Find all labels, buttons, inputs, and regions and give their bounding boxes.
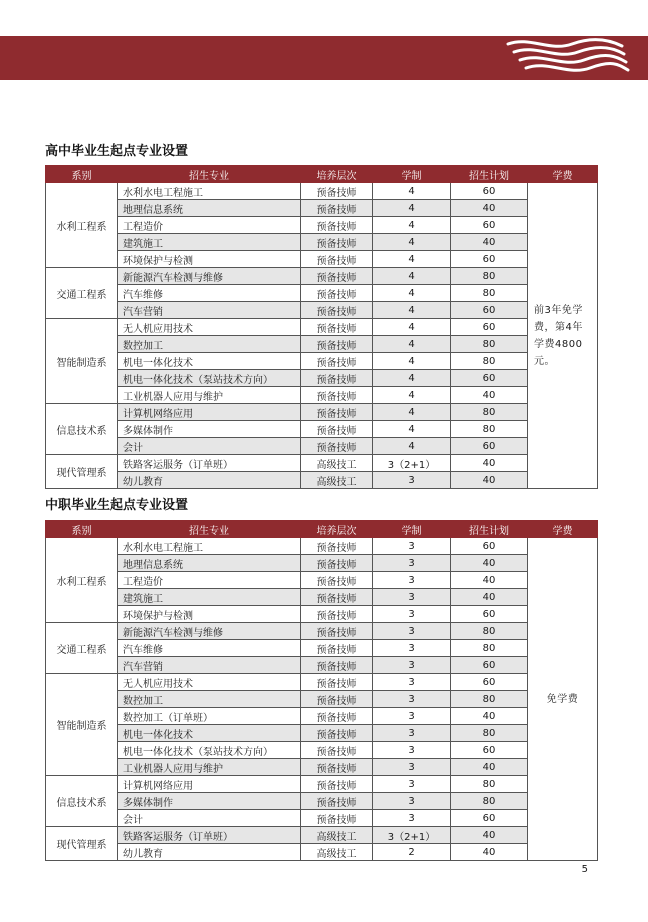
table-row xyxy=(46,472,598,489)
section2-title: 中职毕业生起点专业设置 xyxy=(45,498,189,513)
header-major: 招生专业 xyxy=(118,521,301,538)
table-row xyxy=(46,742,598,759)
level-cell: 预备技师 xyxy=(301,606,373,623)
level-cell: 预备技师 xyxy=(301,708,373,725)
header-years: 学制 xyxy=(373,521,451,538)
plan-cell: 60 xyxy=(451,657,528,674)
level-cell: 预备技师 xyxy=(301,200,373,217)
years-cell: 4 xyxy=(373,421,451,438)
years-cell: 4 xyxy=(373,438,451,455)
table-row xyxy=(46,455,598,472)
major-cell: 工程造价 xyxy=(118,217,301,234)
years-cell: 3（2+1） xyxy=(373,455,451,472)
plan-cell: 60 xyxy=(451,319,528,336)
level-cell: 预备技师 xyxy=(301,776,373,793)
plan-cell: 60 xyxy=(451,302,528,319)
plan-cell: 60 xyxy=(451,538,528,555)
level-cell: 预备技师 xyxy=(301,623,373,640)
dept-cell: 水利工程系 xyxy=(46,183,118,268)
plan-cell: 60 xyxy=(451,217,528,234)
level-cell: 预备技师 xyxy=(301,421,373,438)
table-row xyxy=(46,776,598,793)
major-cell: 机电一体化技术（泵站技术方向） xyxy=(118,742,301,759)
table-row xyxy=(46,827,598,844)
dept-cell: 现代管理系 xyxy=(46,455,118,489)
plan-cell: 40 xyxy=(451,200,528,217)
major-cell: 机电一体化技术（泵站技术方向） xyxy=(118,370,301,387)
header-major: 招生专业 xyxy=(118,166,301,183)
table-row xyxy=(46,319,598,336)
header-plan: 招生计划 xyxy=(451,166,528,183)
table-body xyxy=(46,538,598,861)
years-cell: 4 xyxy=(373,268,451,285)
years-cell: 4 xyxy=(373,217,451,234)
level-cell: 高级技工 xyxy=(301,844,373,861)
table-row xyxy=(46,421,598,438)
major-cell: 工业机器人应用与维护 xyxy=(118,759,301,776)
header-level: 培养层次 xyxy=(301,166,373,183)
years-cell: 3 xyxy=(373,810,451,827)
dept-cell: 水利工程系 xyxy=(46,538,118,623)
wave-logo-icon xyxy=(500,36,630,80)
plan-cell: 60 xyxy=(451,606,528,623)
years-cell: 4 xyxy=(373,336,451,353)
years-cell: 3 xyxy=(373,759,451,776)
major-cell: 机电一体化技术 xyxy=(118,353,301,370)
table-row xyxy=(46,555,598,572)
level-cell: 预备技师 xyxy=(301,217,373,234)
dept-cell: 智能制造系 xyxy=(46,319,118,404)
header-years: 学制 xyxy=(373,166,451,183)
level-cell: 预备技师 xyxy=(301,742,373,759)
major-cell: 新能源汽车检测与维修 xyxy=(118,623,301,640)
level-cell: 预备技师 xyxy=(301,251,373,268)
major-cell: 数控加工 xyxy=(118,336,301,353)
table-row xyxy=(46,759,598,776)
major-cell: 幼儿教育 xyxy=(118,472,301,489)
years-cell: 3 xyxy=(373,776,451,793)
table-row xyxy=(46,438,598,455)
level-cell: 预备技师 xyxy=(301,319,373,336)
level-cell: 预备技师 xyxy=(301,640,373,657)
years-cell: 3 xyxy=(373,691,451,708)
major-cell: 汽车维修 xyxy=(118,640,301,657)
years-cell: 3 xyxy=(373,623,451,640)
major-cell: 数控加工 xyxy=(118,691,301,708)
major-cell: 工业机器人应用与维护 xyxy=(118,387,301,404)
years-cell: 3 xyxy=(373,606,451,623)
major-cell: 机电一体化技术 xyxy=(118,725,301,742)
plan-cell: 60 xyxy=(451,438,528,455)
major-cell: 水利水电工程施工 xyxy=(118,538,301,555)
header-row xyxy=(46,166,598,183)
level-cell: 预备技师 xyxy=(301,538,373,555)
plan-cell: 40 xyxy=(451,827,528,844)
major-cell: 汽车营销 xyxy=(118,657,301,674)
years-cell: 4 xyxy=(373,404,451,421)
major-cell: 汽车维修 xyxy=(118,285,301,302)
level-cell: 预备技师 xyxy=(301,285,373,302)
table-row xyxy=(46,725,598,742)
table-body xyxy=(46,183,598,489)
table-row xyxy=(46,336,598,353)
level-cell: 预备技师 xyxy=(301,657,373,674)
header-fee: 学费 xyxy=(528,166,598,183)
table-header xyxy=(46,166,598,183)
major-cell: 新能源汽车检测与维修 xyxy=(118,268,301,285)
major-cell: 会计 xyxy=(118,438,301,455)
plan-cell: 80 xyxy=(451,725,528,742)
plan-cell: 40 xyxy=(451,387,528,404)
years-cell: 3 xyxy=(373,555,451,572)
dept-cell: 智能制造系 xyxy=(46,674,118,776)
plan-cell: 80 xyxy=(451,353,528,370)
section1-title: 高中毕业生起点专业设置 xyxy=(45,144,189,159)
major-cell: 数控加工（订单班） xyxy=(118,708,301,725)
major-cell: 计算机网络应用 xyxy=(118,776,301,793)
dept-cell: 交通工程系 xyxy=(46,623,118,674)
table-row xyxy=(46,589,598,606)
years-cell: 4 xyxy=(373,251,451,268)
table-row xyxy=(46,810,598,827)
plan-cell: 80 xyxy=(451,776,528,793)
table-row xyxy=(46,623,598,640)
table-row xyxy=(46,538,598,555)
plan-cell: 80 xyxy=(451,793,528,810)
major-cell: 建筑施工 xyxy=(118,589,301,606)
level-cell: 预备技师 xyxy=(301,353,373,370)
table-high-school xyxy=(45,165,598,489)
years-cell: 3 xyxy=(373,725,451,742)
level-cell: 预备技师 xyxy=(301,691,373,708)
header-plan: 招生计划 xyxy=(451,521,528,538)
plan-cell: 80 xyxy=(451,336,528,353)
table-row xyxy=(46,353,598,370)
level-cell: 预备技师 xyxy=(301,387,373,404)
plan-cell: 40 xyxy=(451,472,528,489)
table-row xyxy=(46,640,598,657)
level-cell: 高级技工 xyxy=(301,472,373,489)
dept-cell: 信息技术系 xyxy=(46,776,118,827)
table-row xyxy=(46,251,598,268)
plan-cell: 60 xyxy=(451,674,528,691)
plan-cell: 40 xyxy=(451,555,528,572)
table-row xyxy=(46,657,598,674)
table-row xyxy=(46,268,598,285)
table-row xyxy=(46,793,598,810)
fee-note: 免学费 xyxy=(528,538,598,861)
years-cell: 4 xyxy=(373,319,451,336)
major-cell: 地理信息系统 xyxy=(118,555,301,572)
level-cell: 预备技师 xyxy=(301,183,373,200)
plan-cell: 60 xyxy=(451,183,528,200)
years-cell: 3 xyxy=(373,708,451,725)
plan-cell: 80 xyxy=(451,268,528,285)
plan-cell: 80 xyxy=(451,421,528,438)
level-cell: 预备技师 xyxy=(301,810,373,827)
major-cell: 汽车营销 xyxy=(118,302,301,319)
level-cell: 预备技师 xyxy=(301,793,373,810)
level-cell: 预备技师 xyxy=(301,589,373,606)
years-cell: 2 xyxy=(373,844,451,861)
dept-cell: 交通工程系 xyxy=(46,268,118,319)
plan-cell: 60 xyxy=(451,742,528,759)
major-cell: 铁路客运服务（订单班） xyxy=(118,455,301,472)
plan-cell: 60 xyxy=(451,810,528,827)
level-cell: 预备技师 xyxy=(301,302,373,319)
table-row xyxy=(46,844,598,861)
years-cell: 3 xyxy=(373,640,451,657)
header-row xyxy=(46,521,598,538)
level-cell: 预备技师 xyxy=(301,572,373,589)
fee-note: 前3年免学费，第4年学费4800元。 xyxy=(528,183,598,489)
major-cell: 铁路客运服务（订单班） xyxy=(118,827,301,844)
major-cell: 会计 xyxy=(118,810,301,827)
table-row xyxy=(46,606,598,623)
header-banner xyxy=(0,36,648,80)
years-cell: 4 xyxy=(373,370,451,387)
table-row xyxy=(46,674,598,691)
major-cell: 建筑施工 xyxy=(118,234,301,251)
plan-cell: 80 xyxy=(451,285,528,302)
plan-cell: 60 xyxy=(451,370,528,387)
major-cell: 无人机应用技术 xyxy=(118,319,301,336)
header-level: 培养层次 xyxy=(301,521,373,538)
plan-cell: 40 xyxy=(451,844,528,861)
years-cell: 3 xyxy=(373,572,451,589)
major-cell: 水利水电工程施工 xyxy=(118,183,301,200)
plan-cell: 80 xyxy=(451,404,528,421)
table-row xyxy=(46,200,598,217)
years-cell: 3 xyxy=(373,742,451,759)
years-cell: 4 xyxy=(373,285,451,302)
level-cell: 预备技师 xyxy=(301,759,373,776)
table-row xyxy=(46,370,598,387)
table-row xyxy=(46,302,598,319)
years-cell: 3 xyxy=(373,538,451,555)
years-cell: 3（2+1） xyxy=(373,827,451,844)
major-cell: 多媒体制作 xyxy=(118,421,301,438)
years-cell: 3 xyxy=(373,793,451,810)
level-cell: 高级技工 xyxy=(301,827,373,844)
table-row xyxy=(46,691,598,708)
years-cell: 4 xyxy=(373,234,451,251)
dept-cell: 信息技术系 xyxy=(46,404,118,455)
table-row xyxy=(46,404,598,421)
header-dept: 系别 xyxy=(46,521,118,538)
major-cell: 无人机应用技术 xyxy=(118,674,301,691)
plan-cell: 80 xyxy=(451,623,528,640)
years-cell: 4 xyxy=(373,353,451,370)
major-cell: 计算机网络应用 xyxy=(118,404,301,421)
plan-cell: 40 xyxy=(451,589,528,606)
level-cell: 高级技工 xyxy=(301,455,373,472)
major-cell: 工程造价 xyxy=(118,572,301,589)
dept-cell: 现代管理系 xyxy=(46,827,118,861)
header-fee: 学费 xyxy=(528,521,598,538)
page-number: 5 xyxy=(581,864,588,875)
plan-cell: 40 xyxy=(451,572,528,589)
table-row xyxy=(46,572,598,589)
level-cell: 预备技师 xyxy=(301,336,373,353)
plan-cell: 40 xyxy=(451,708,528,725)
years-cell: 4 xyxy=(373,183,451,200)
level-cell: 预备技师 xyxy=(301,674,373,691)
years-cell: 3 xyxy=(373,472,451,489)
major-cell: 环境保护与检测 xyxy=(118,251,301,268)
table-row xyxy=(46,183,598,200)
years-cell: 3 xyxy=(373,674,451,691)
level-cell: 预备技师 xyxy=(301,438,373,455)
table-row xyxy=(46,708,598,725)
level-cell: 预备技师 xyxy=(301,404,373,421)
major-cell: 幼儿教育 xyxy=(118,844,301,861)
plan-cell: 80 xyxy=(451,691,528,708)
plan-cell: 40 xyxy=(451,759,528,776)
years-cell: 3 xyxy=(373,589,451,606)
table-vocational xyxy=(45,520,598,861)
years-cell: 4 xyxy=(373,387,451,404)
plan-cell: 40 xyxy=(451,234,528,251)
major-cell: 地理信息系统 xyxy=(118,200,301,217)
major-cell: 环境保护与检测 xyxy=(118,606,301,623)
years-cell: 4 xyxy=(373,302,451,319)
table-row xyxy=(46,234,598,251)
table-header xyxy=(46,521,598,538)
level-cell: 预备技师 xyxy=(301,370,373,387)
level-cell: 预备技师 xyxy=(301,268,373,285)
table-row xyxy=(46,387,598,404)
table-row xyxy=(46,285,598,302)
major-cell: 多媒体制作 xyxy=(118,793,301,810)
level-cell: 预备技师 xyxy=(301,234,373,251)
table-row xyxy=(46,217,598,234)
plan-cell: 40 xyxy=(451,455,528,472)
header-dept: 系别 xyxy=(46,166,118,183)
years-cell: 4 xyxy=(373,200,451,217)
years-cell: 3 xyxy=(373,657,451,674)
plan-cell: 80 xyxy=(451,640,528,657)
plan-cell: 60 xyxy=(451,251,528,268)
level-cell: 预备技师 xyxy=(301,555,373,572)
level-cell: 预备技师 xyxy=(301,725,373,742)
